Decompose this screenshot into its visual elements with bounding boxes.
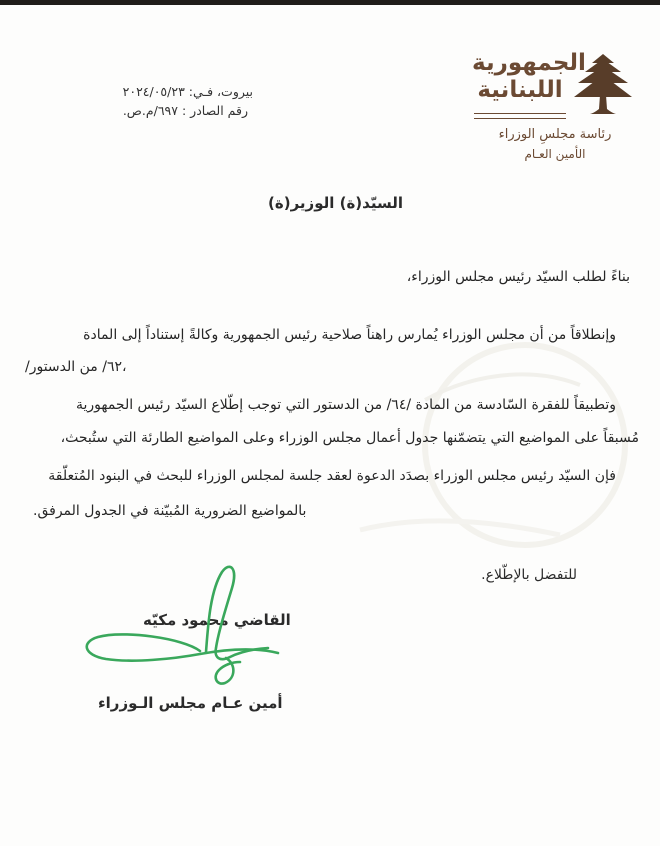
cedar-tree-icon [572,52,634,120]
signature-ink [78,556,293,698]
recipient-line: السيّد(ة) الوزير(ة) [268,194,403,212]
embossed-seal-watermark [330,330,650,570]
paragraph-2-line-2: /٦٢/ من الدستور، [25,359,127,375]
paragraph-1-line-1: بناءً لطلب السيّد رئيس مجلس الوزراء، [406,269,630,285]
paragraph-3-line-2: مُسبقاً على المواضيع التي يتضمّنها جدول أعمال مجلس الوزراء وعلى المواضيع الطارئة التي ستُبحث، [60,430,639,446]
paragraph-2-line-1: وإنطلاقاً من أن مجلس الوزراء يُمارس راهناً صلاحية رئيس الجمهورية وكالةً إستناداً إلى المادة [83,327,616,343]
date-line: بيروت، فـي: ٢٠٢٤/٠٥/٢٣ [122,84,253,99]
paragraph-4-line-2: بالمواضيع الضرورية المُبيّنة في الجدول المرفق. [33,503,307,519]
emblem-republic-calligraphy [472,50,586,104]
emblem-double-rule [474,113,566,119]
reference-number-line: رقم الصادر : ٦٩٧/م.ص. [122,103,248,118]
paragraph-4-line-1: فإن السيّد رئيس مجلس الوزراء بصدَد الدعوة لعقد جلسة لمجلس الوزراء للبحث في البنود المُتعلّقة [48,468,616,484]
emblem-office-line: رئاسة مجلسِ الوزراء [498,127,612,142]
emblem-republic-line1: الجمهورية [472,50,586,76]
signatory-title: أمين عـام مجلس الـوزراء [98,694,283,712]
paragraph-3-line-1: وتطبيقاً للفقرة السّادسة من المادة /٦٤/ من الدستور التي توجب إطّلاع السيّد رئيس الجمهورية [75,397,616,413]
emblem-republic-line2: اللبنانية [477,77,563,104]
signatory-name: القاضي محمود مكيّه [143,611,291,629]
emblem-bureau-line: الأمين العـام [524,147,586,161]
scan-border-top [0,0,660,5]
closing-line: للتفضل بالإطّلاع. [481,567,577,583]
